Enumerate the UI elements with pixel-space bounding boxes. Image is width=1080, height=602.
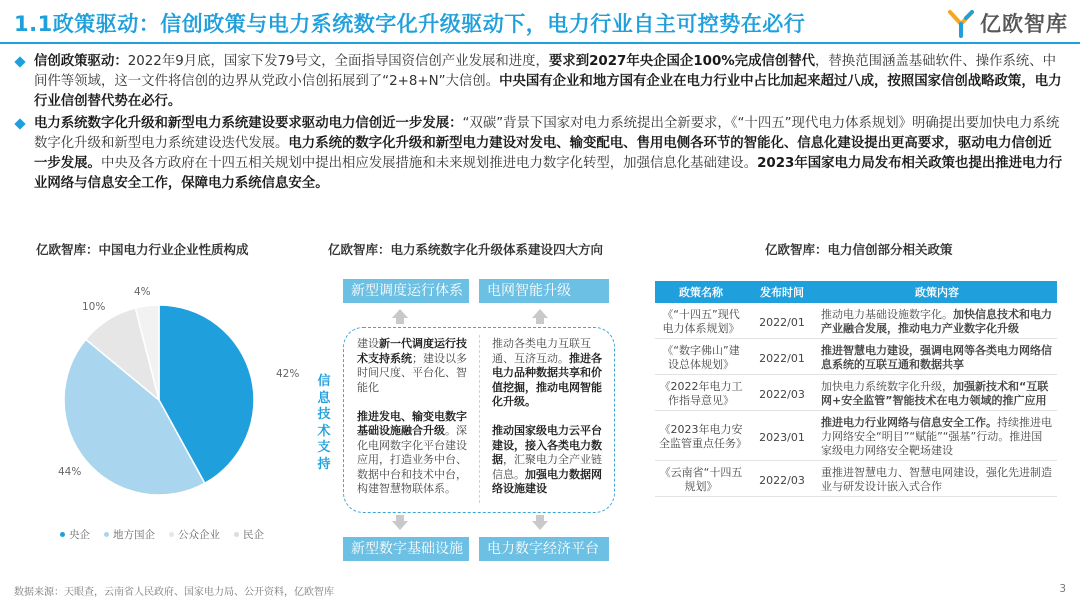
table-row: [655, 464, 1057, 497]
directions-section-title: 亿欧智库：电力系统数字化升级体系建设四大方向: [328, 242, 604, 257]
legend-dot-icon: [104, 532, 109, 537]
legend-label: 民企: [243, 529, 264, 541]
text-segment: 推进发电、输变电数字基础设施融合升级: [357, 409, 467, 437]
text-segment: 2023年国家电力局发布相关政策也提出推进电力行业网络与信息安全工作，保障电力系统信息安全。: [34, 156, 1063, 191]
pie-value-label: 4%: [134, 286, 151, 298]
text-segment: “双碳”背景下国家对电力系统提出全新要求，《“十四五”现代电力体系规划》明确提出要加快电力系统数字化升级和新型电力系统建设迭代发展。: [34, 116, 1060, 151]
pie-section-title: 亿欧智库：中国电力行业企业性质构成: [36, 242, 249, 257]
logo-text: 亿欧智库: [980, 12, 1068, 36]
table-row: [655, 342, 1057, 375]
policy-name-cell: 《2023年电力安全监管重点任务》: [655, 414, 747, 461]
arrow-down-icon: [532, 521, 548, 530]
text-segment: 推进电力行业网络与信息安全工作。: [821, 416, 997, 429]
text-segment: 重推进智慧电力、智慧电网建设，强化先进制造业与研发设计嵌入式合作: [821, 466, 1052, 493]
text-segment: 推进智慧电力建设，强调电网等各类电力网络信息系统的互联互通和数据共享: [821, 344, 1052, 371]
pie-value-label: 10%: [82, 301, 106, 313]
direction-box-dispatch: 新型调度运行体系: [343, 279, 469, 303]
page-title: 1.1政策驱动：信创政策与电力系统数字化升级驱动下，电力行业自主可控势在必行: [14, 12, 806, 36]
policy-table: [655, 278, 1057, 500]
column-header: 政策内容: [817, 281, 1057, 303]
text-segment: 推动国家级电力云平台建设，接入各类电力数据: [492, 424, 602, 466]
arrow-down-icon: [392, 521, 408, 530]
legend-item: [169, 527, 220, 542]
legend-dot-icon: [169, 532, 174, 537]
policy-content-cell: [817, 378, 1057, 411]
text-segment: 2022年9月底，国家下发79号文，全面指导国资信创产业发展和进度，: [127, 54, 549, 69]
legend-item: [60, 527, 90, 542]
policy-date-cell: 2022/03: [747, 464, 817, 497]
bullet-paragraph: [14, 52, 1064, 112]
policy-content-cell: [817, 414, 1057, 461]
text-segment: 电力系统的数字化升级和新型电力建设对发电、输变配电、售用电侧各环节的智能化、信息化建设提出更高要求，驱动电力信创近一步发展。: [34, 136, 1052, 171]
legend-label: 公众企业: [178, 529, 220, 541]
policy-content-cell: [817, 464, 1057, 497]
text-segment: 加强新技术和“互联网+安全监管”智能技术在电力领域的推广应用: [821, 380, 1049, 407]
direction-right-column: [492, 337, 604, 497]
legend-item: [234, 527, 264, 542]
yiou-logo-icon: [946, 8, 976, 38]
text-segment: 加快电力系统数字化升级，: [821, 380, 953, 393]
legend-label: 地方国企: [113, 529, 155, 541]
policy-date-cell: 2022/01: [747, 342, 817, 375]
pie-legend: [60, 527, 264, 542]
text-segment: 。深化电网数字化平台建设应用，打造业务中台、数据中台和技术中台，构建智慧物联体系。: [357, 424, 467, 495]
text-segment: 电力系统数字化升级和新型电力系统建设要求驱动电力信创近一步发展：: [34, 116, 463, 131]
text-segment: 新一代调度运行技术支持系统: [357, 337, 467, 365]
legend-dot-icon: [234, 532, 239, 537]
text-segment: 信创政策驱动：: [34, 54, 128, 69]
policy-content-cell: [817, 342, 1057, 375]
text-segment: 加快信息技术和电力产业融合发展，推动电力产业数字化升级: [821, 308, 1052, 335]
logo: [946, 6, 1068, 40]
text-segment: 建设: [357, 337, 379, 350]
text-segment: ，替换范围涵盖基础软件、操作系统、中间件等领域，这一文件将信创的边界从党政小信创拓展到了“2+8+N”大信创。: [34, 54, 1057, 89]
text-segment: 推动各类电力互联互通、互济互动。: [492, 337, 591, 365]
legend-item: [104, 527, 155, 542]
text-segment: 推动电力基础设施数字化。: [821, 308, 953, 321]
direction-box-digital-economy: 电力数字经济平台: [479, 537, 609, 561]
direction-box-digital-infra: 新型数字基础设施: [343, 537, 469, 561]
column-divider: [479, 335, 480, 503]
table-row: [655, 378, 1057, 411]
text-segment: 持续推进电力网络安全“明目”“赋能”“强基”行动。推进国家级电力网络安全靶场建设: [821, 416, 1052, 457]
text-segment: 加强电力数据网络设施建设: [492, 467, 602, 495]
bullet-paragraph: [14, 114, 1064, 194]
pie-value-label: 44%: [58, 466, 82, 478]
policy-name-cell: 《“十四五”现代电力体系规划》: [655, 306, 747, 339]
arrow-stem: [396, 318, 404, 324]
bullet-text: [34, 54, 1062, 109]
arrow-up-icon: [532, 309, 548, 318]
direction-box-grid-upgrade: 电网智能升级: [479, 279, 609, 303]
pie-chart: [14, 265, 314, 525]
vertical-label: 信息技术支持: [317, 374, 331, 472]
page-number: 3: [1059, 583, 1066, 595]
policy-name-cell: 《2022年电力工作指导意见》: [655, 378, 747, 411]
bullet-text: [34, 116, 1062, 191]
policy-content-cell: [817, 306, 1057, 339]
policy-section-title: 亿欧智库：电力信创部分相关政策: [765, 242, 953, 257]
policy-name-cell: 《“数字佛山”建设总体规划》: [655, 342, 747, 375]
policy-date-cell: 2023/01: [747, 414, 817, 461]
diamond-bullet-icon: [14, 118, 25, 129]
pie-value-label: 42%: [276, 368, 300, 380]
arrow-stem: [536, 318, 544, 324]
text-segment: 推进各电力品种数据共享和价值挖掘，推动电网智能化升级。: [492, 351, 602, 408]
table-header-row: [655, 281, 1057, 303]
table-row: [655, 306, 1057, 339]
column-header: 发布时间: [747, 281, 817, 303]
text-segment: 中央及各方政府在十四五相关规划中提出相应发展措施和未来规划推进电力数字化转型，加强信息化基础建设。: [100, 156, 758, 171]
header-divider: [0, 42, 1080, 44]
direction-left-column: [357, 337, 467, 497]
column-header: 政策名称: [655, 281, 747, 303]
policy-name-cell: 《云南省“十四五规划》: [655, 464, 747, 497]
table-row: [655, 414, 1057, 461]
policy-date-cell: 2022/03: [747, 378, 817, 411]
diamond-bullet-icon: [14, 56, 25, 67]
text-segment: 要求到2027年央企国企100%完成信创替代: [548, 54, 816, 69]
data-source-note: 数据来源：天眼查，云南省人民政府、国家电力局、公开资料，亿欧智库: [14, 587, 334, 598]
text-segment: ；建设以多时间尺度、平台化、智能化: [357, 351, 467, 394]
legend-dot-icon: [60, 532, 65, 537]
policy-date-cell: 2022/01: [747, 306, 817, 339]
text-segment: 中央国有企业和地方国有企业在电力行业中占比加起来超过八成，按照国家信创战略政策，电力行业信创替代势在必行。: [34, 74, 1062, 109]
legend-label: 央企: [69, 529, 90, 541]
bullet-list: [14, 52, 1064, 196]
text-segment: ，汇聚电力全产业链信息。: [492, 453, 602, 481]
arrow-up-icon: [392, 309, 408, 318]
